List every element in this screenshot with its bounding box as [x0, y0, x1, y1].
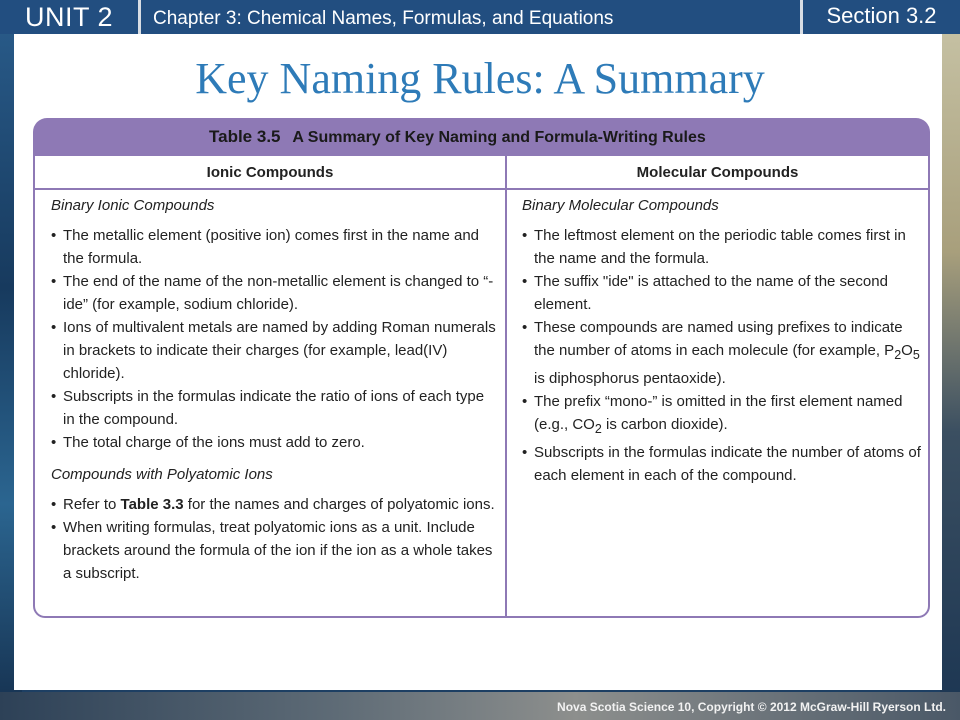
list-item: • The metallic element (positive ion) comes first in the name and the formula. — [51, 224, 496, 270]
table-number: Table 3.5 — [209, 127, 281, 146]
list-item — [522, 390, 922, 441]
naming-rules-table — [33, 156, 930, 618]
formula-element: O — [901, 342, 913, 359]
rule-text: Refer to — [63, 496, 121, 513]
ionic-column — [51, 194, 496, 594]
list-item: • The leftmost element on the periodic table comes first in the name and the formula. — [522, 224, 922, 270]
background-edge-right — [940, 0, 960, 720]
formula-subscript: 2 — [894, 348, 902, 362]
list-item: • Subscripts in the formulas indicate the number of atoms of each element in each of the compound. — [522, 441, 922, 487]
binary-ionic-rules — [51, 224, 496, 454]
rule-text: The prefix “mono-” is omitted in the first element named (e.g., CO — [534, 393, 903, 433]
slide-title: Key Naming Rules: A Summary — [195, 54, 765, 103]
binary-molecular-rules — [522, 224, 922, 487]
table-caption — [33, 118, 930, 156]
list-item: • When writing formulas, treat polyatomic ions as a unit. Include brackets around the formula of the ion if the ion as a whole takes a subscript. — [51, 516, 496, 585]
table-reference: Table 3.3 — [120, 496, 184, 513]
copyright-notice: Nova Scotia Science 10, Copyright © 2012 McGraw-Hill Ryerson Ltd. — [557, 700, 946, 714]
list-item: • The end of the name of the non-metallic element is changed to “-ide” (for example, sodium chloride). — [51, 270, 496, 316]
rule-text: These compounds are named using prefixes to indicate the number of atoms in each molecule (for example, — [534, 319, 903, 359]
molecular-column — [522, 194, 922, 496]
column-header-ionic: Ionic Compounds — [206, 164, 334, 181]
section-label: Section 3.2 — [803, 0, 960, 34]
list-item: • The total charge of the ions must add to zero. — [51, 431, 496, 454]
list-item — [51, 493, 496, 516]
rule-text: is diphosphorus pentaoxide). — [534, 370, 726, 387]
header-divider — [35, 188, 928, 190]
unit-label: UNIT 2 — [0, 0, 141, 34]
list-item: • Subscripts in the formulas indicate the ratio of ions of each type in the compound. — [51, 385, 496, 431]
list-item: • The suffix "ide" is attached to the name of the second element. — [522, 270, 922, 316]
list-item: • Ions of multivalent metals are named by adding Roman numerals in brackets to indicate their charges (for example, lead(IV) chloride). — [51, 316, 496, 385]
table-caption-text: A Summary of Key Naming and Formula-Writing Rules — [292, 129, 706, 146]
polyatomic-heading: Compounds with Polyatomic Ions — [51, 466, 273, 483]
rule-text: for the names and charges of polyatomic ions. — [183, 496, 495, 513]
binary-ionic-heading: Binary Ionic Compounds — [51, 197, 215, 214]
binary-molecular-heading: Binary Molecular Compounds — [522, 197, 719, 214]
polyatomic-rules — [51, 493, 496, 585]
formula-subscript: 5 — [912, 348, 920, 362]
column-header-molecular: Molecular Compounds — [636, 164, 799, 181]
chapter-label: Chapter 3: Chemical Names, Formulas, and Equations — [141, 0, 803, 34]
rule-text: is carbon dioxide). — [601, 416, 728, 433]
column-divider — [505, 156, 507, 616]
formula-element: P — [884, 342, 895, 359]
list-item — [522, 316, 922, 390]
formula-subscript: 2 — [594, 422, 602, 436]
